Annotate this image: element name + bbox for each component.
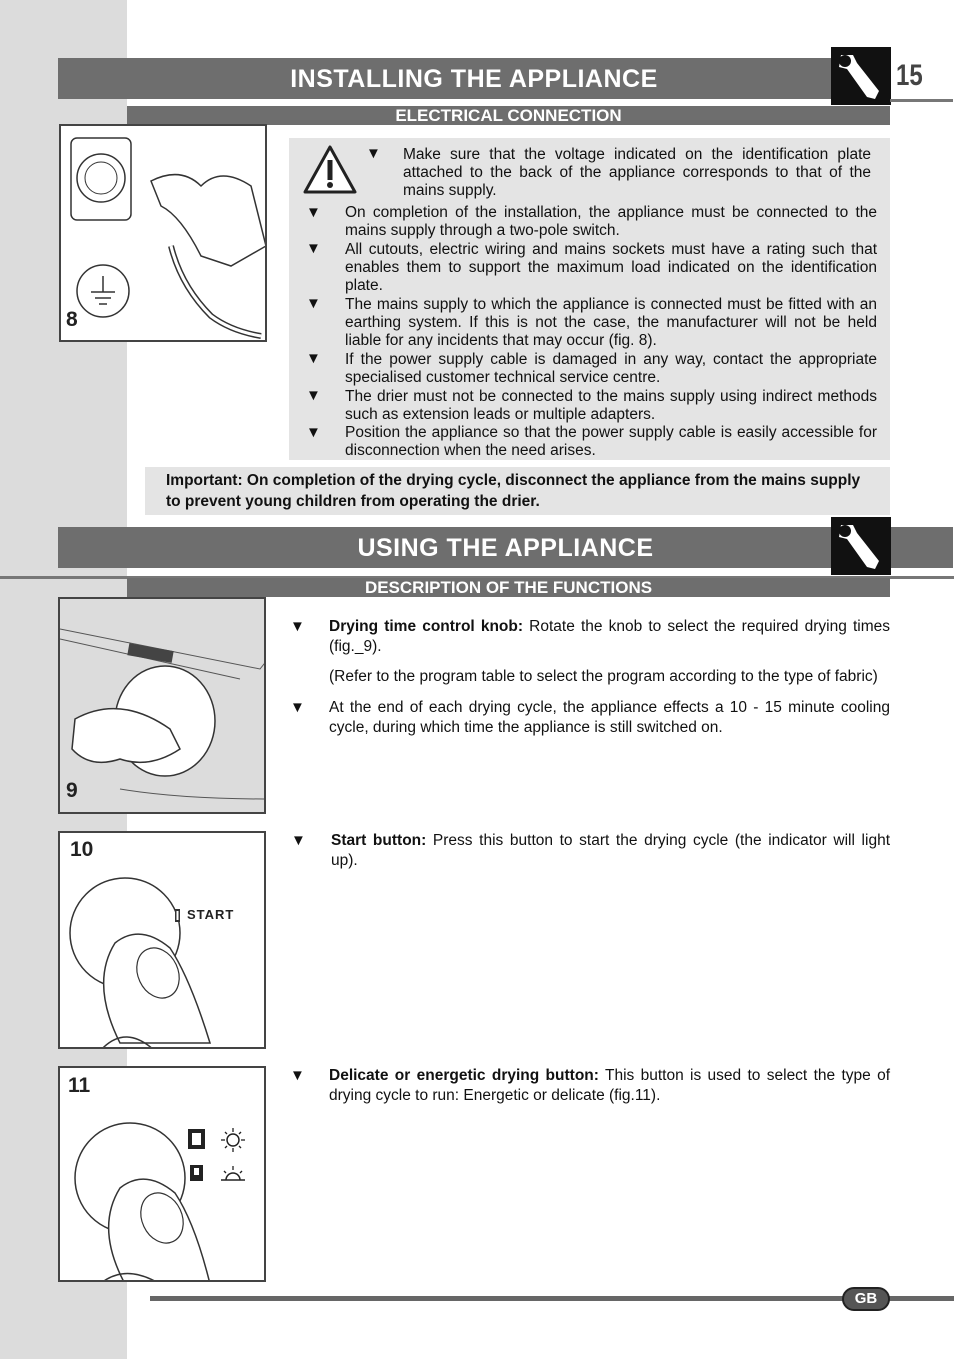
- start-label: START: [187, 907, 235, 922]
- bullet-no-adapters: The drier must not be connected to the mains supply using indirect methods such as extension leads or multiple adapters.: [345, 388, 877, 423]
- bullet-voltage: Make sure that the voltage indicated on the identification plate attached to the back of the appliance corresponds to that of the mains supply.: [403, 146, 871, 199]
- footer-rule: [150, 1296, 954, 1301]
- drying-mode-description: Delicate or energetic drying button: This button is used to select the type of drying cycle to run: Energetic or delicate (fig.11).: [329, 1067, 891, 1104]
- knob-description: Drying time control knob: Rotate the knob to select the required drying times (fig._9).: [329, 618, 891, 655]
- bullet-marker: ▼: [306, 204, 321, 221]
- bullet-marker: ▼: [306, 240, 321, 257]
- bullet-accessible-cable: Position the appliance so that the power supply cable is easily accessible for disconnection when the need arises.: [345, 424, 877, 459]
- bullet-marker: ▼: [306, 387, 321, 404]
- figure-number: 8: [66, 308, 78, 331]
- bullet-marker: ▼: [290, 618, 305, 635]
- cooling-cycle-description: At the end of each drying cycle, the appliance effects a 10 - 15 minute cooling cycle, during which time the appliance is still switched on.: [329, 699, 890, 736]
- bullet-marker: ▼: [306, 350, 321, 367]
- figure-number: 11: [68, 1074, 91, 1097]
- wrench-icon: [831, 517, 891, 575]
- important-note: Important: On completion of the drying cycle, disconnect the appliance from the mains supply to prevent young children from operating the drier.: [166, 472, 861, 510]
- figure-8-socket-plug: [59, 124, 267, 342]
- section-subtitle-functions: DESCRIPTION OF THE FUNCTIONS: [127, 578, 890, 597]
- bullet-marker: ▼: [291, 832, 306, 849]
- section-title-using: USING THE APPLIANCE: [58, 527, 953, 568]
- start-button-description: Start button: Press this button to start the drying cycle (the indicator will light up).: [331, 832, 890, 869]
- language-badge: GB: [842, 1287, 890, 1311]
- warning-triangle-icon: [302, 144, 358, 196]
- figure-9-control-knob: [58, 597, 266, 814]
- figure-11-drying-mode-button: [58, 1066, 266, 1282]
- wrench-icon: [831, 47, 891, 105]
- bullet-marker: ▼: [306, 424, 321, 441]
- page-number: 15: [896, 59, 923, 92]
- bullet-earthing: The mains supply to which the appliance is connected must be fitted with an earthing system. If this is not the case, the manufacturer will not be held liable for any incidents that may occur (fig. 8).: [345, 296, 877, 349]
- section-title-installing: INSTALLING THE APPLIANCE: [58, 58, 890, 99]
- figure-10-start-button: [58, 831, 266, 1049]
- bullet-rating: All cutouts, electric wiring and mains sockets must have a rating such that enables them to support the maximum load indicated on the identification plate.: [345, 241, 877, 294]
- bullet-marker: ▼: [366, 145, 381, 162]
- program-table-note: (Refer to the program table to select the program according to the type of fabric): [329, 668, 878, 685]
- bullet-damaged-cable: If the power supply cable is damaged in any way, contact the appropriate specialised customer technical service centre.: [345, 351, 877, 386]
- section-subtitle-electrical: ELECTRICAL CONNECTION: [127, 106, 890, 125]
- bullet-marker: ▼: [306, 295, 321, 312]
- bullet-marker: ▼: [290, 1067, 305, 1084]
- header-rule: [890, 99, 953, 102]
- figure-number: 10: [70, 838, 94, 861]
- bullet-two-pole-switch: On completion of the installation, the appliance must be connected to the mains supply through a two-pole switch.: [345, 204, 877, 239]
- figure-number: 9: [66, 779, 78, 802]
- bullet-marker: ▼: [290, 699, 305, 716]
